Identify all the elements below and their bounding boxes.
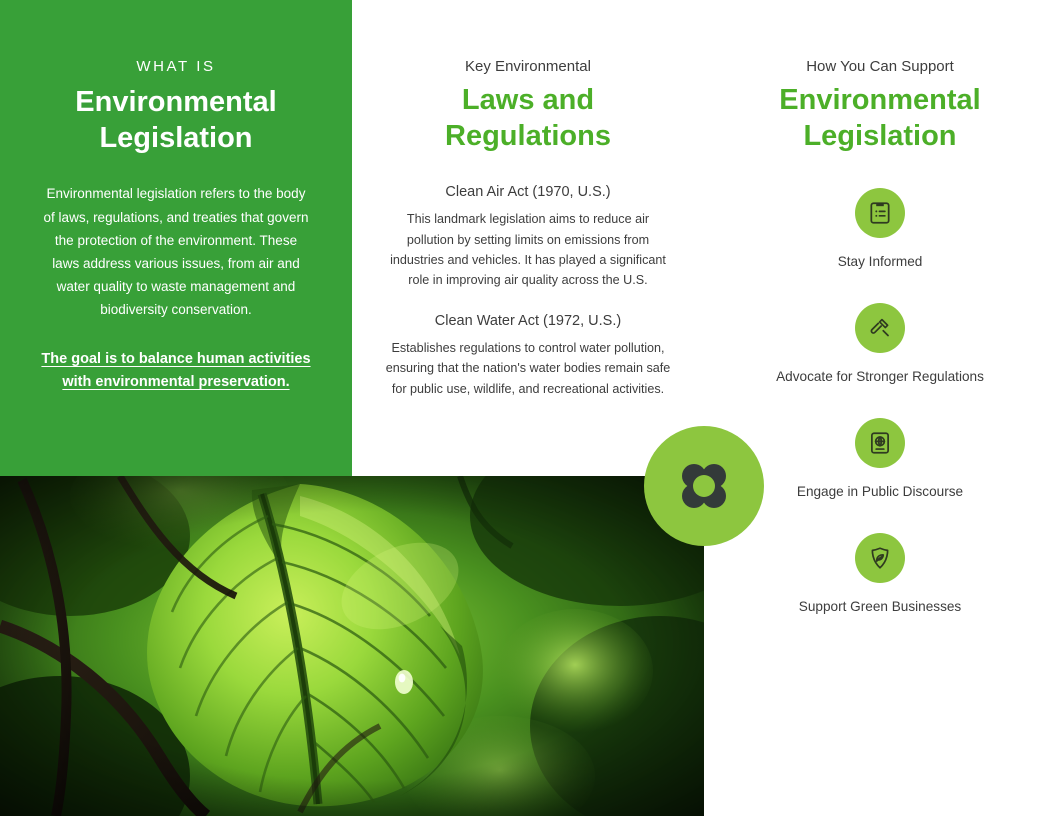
gavel-icon — [855, 303, 905, 353]
panel-middle-eyebrow: Key Environmental — [465, 58, 591, 75]
leaf-shield-icon — [855, 533, 905, 583]
support-item-green-business — [728, 533, 1032, 614]
law-name: Clean Air Act (1970, U.S.) — [445, 184, 611, 201]
support-item-label: Stay Informed — [837, 254, 923, 270]
support-item-stay-informed — [728, 188, 1032, 269]
panel-left-title: Environmental Legislation — [75, 86, 277, 154]
support-item-label: Support Green Businesses — [798, 599, 962, 615]
law-item — [378, 313, 678, 399]
globe-document-icon — [855, 418, 905, 468]
support-item-advocate — [728, 303, 1032, 384]
law-description: Establishes regulations to control water pollution, ensuring that the nation's water bodies remain safe for public use, wildlife, and recreational activities. — [385, 340, 671, 396]
support-item-label: Advocate for Stronger Regulations — [776, 369, 984, 385]
support-list — [728, 188, 1032, 614]
panel-middle-title: Laws and Regulations — [445, 84, 611, 152]
support-item-discourse — [728, 418, 1032, 499]
leaf-photo — [0, 476, 704, 816]
clover-logo-icon — [644, 426, 764, 546]
clipboard-list-icon — [855, 188, 905, 238]
panel-how-to-support — [704, 0, 1056, 816]
panel-right-title: Environmental Legislation — [779, 84, 981, 152]
law-description: This landmark legislation aims to reduce air pollution by setting limits on emissions from industries and vehicles. It has played a significant role in improving air quality across the U.S. — [390, 212, 666, 288]
panel-left-content — [0, 0, 352, 394]
law-name: Clean Water Act (1972, U.S.) — [434, 312, 622, 329]
panel-left-goal: The goal is to balance human activities with environmental preservation. — [41, 350, 311, 390]
panel-left-eyebrow: WHAT IS — [136, 58, 216, 75]
panel-right-eyebrow: How You Can Support — [806, 58, 954, 75]
support-item-label: Engage in Public Discourse — [796, 484, 964, 500]
panel-left-body: Environmental legislation refers to the body of laws, regulations, and treaties that govern the protection of the environment. These laws address various issues, from air and water quality to waste management and biodiversity conservation. — [43, 186, 309, 318]
law-item — [378, 184, 678, 291]
